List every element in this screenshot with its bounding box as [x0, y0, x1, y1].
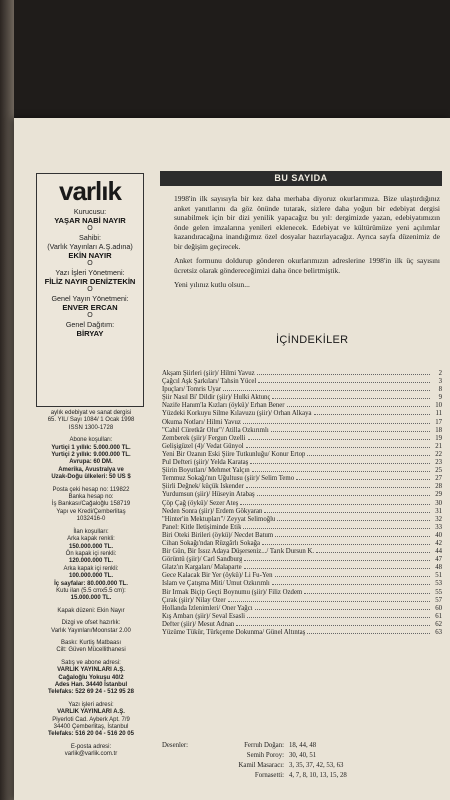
dot-leader — [228, 601, 430, 602]
toc-entry-title: Çırak (şiir)/ Nilay Özer — [162, 596, 226, 604]
toc-entry-title: Yeni Bir Ozanın Eski Şiire Tutkunluğu/ Konur Ertop — [162, 450, 306, 458]
toc-entry — [162, 378, 442, 386]
toc-entry-page: 51 — [435, 572, 442, 580]
desenler-label — [162, 751, 198, 761]
publish-label: Genel Yayın Yönetmeni: — [51, 294, 129, 303]
toc-entry-page: 61 — [435, 612, 442, 620]
toc-entry — [162, 629, 442, 637]
owner-sub: (Varlık Yayınları A.Ş.adına) — [47, 242, 133, 251]
info-line: Yurtiçi 2 yıllık: 9.000.000 TL. — [51, 452, 131, 459]
dot-leader — [252, 471, 430, 472]
toc-entry-title: Temmuz Sokağı'nın Uğultusu (şiir)/ Selim Temo — [162, 475, 295, 483]
dot-leader — [316, 552, 430, 553]
toc-entry-page: 57 — [435, 596, 442, 604]
info-line: Abone koşulları: — [69, 437, 113, 444]
toc-entry — [162, 467, 442, 475]
toc-entry-title: Glatz'ın Kargaları/ Malaparte — [162, 564, 242, 572]
dot-leader — [223, 390, 430, 391]
dot-leader — [250, 463, 430, 464]
toc-entry — [162, 556, 442, 564]
toc-entry-title: Panel: Kitle İletişiminde Etik — [162, 523, 242, 531]
info-line: 65. YIL/ Sayı 1084/ 1 Ocak 1998 — [47, 417, 135, 424]
toc-entry-page: 55 — [435, 588, 442, 596]
info-line: 100.000.000 TL. — [68, 573, 114, 580]
distribution-name: BİRYAY — [76, 329, 104, 338]
info-line: İş Bankası/Cağaloğlu 158719 — [51, 501, 131, 508]
toc-entry — [162, 410, 442, 418]
toc-entry-page: 19 — [435, 434, 442, 442]
toc-entry-page: 25 — [435, 467, 442, 475]
dot-leader — [287, 406, 430, 407]
info-line: Varlık Yayınları/Moonstar 2.00 — [51, 627, 131, 634]
founder-name: YAŞAR NABİ NAYIR — [54, 216, 126, 225]
info-line: Telefaks: 516 20 04 - 516 20 05 — [48, 731, 134, 738]
info-line: varlik@varlik.com.tr — [64, 751, 118, 758]
toc-entry-page: 28 — [435, 483, 442, 491]
toc-entry-title: Şiirin Boyutları/ Mehmet Yalçın — [162, 467, 250, 475]
toc-entry-page: 48 — [435, 564, 442, 572]
illustrator-name: Ferruh Doğan: — [244, 742, 284, 749]
info-line: Dizgi ve ofset hazırlık: — [61, 620, 121, 627]
toc-entry-title: Gelişigüzel (4)/ Vedat Günyol — [162, 442, 244, 450]
illustrator-pages: 18, 44, 48 — [289, 742, 317, 749]
toc-entry — [162, 613, 442, 621]
toc-entry — [162, 621, 442, 629]
info-line: Yurtiçi 1 yıllık: 5.000.000 TL. — [51, 444, 131, 451]
toc-entry — [162, 394, 442, 402]
toc-entry — [162, 370, 442, 378]
toc-entry — [162, 516, 442, 524]
info-line: Posta çeki hesap no: 119822 — [52, 486, 130, 493]
toc-entry — [162, 475, 442, 483]
toc-entry-page: 31 — [435, 507, 442, 515]
toc-entry — [162, 540, 442, 548]
illustrator-row — [162, 761, 442, 771]
toc-entry-title: Neden Sonra (şiir)/ Erdem Gökyaran — [162, 507, 263, 515]
info-line: 34400 Çemberlitaş, İstanbul — [53, 724, 129, 731]
illustrator-row — [162, 751, 442, 761]
dot-leader — [264, 512, 430, 513]
dot-leader — [275, 576, 431, 577]
toc-entry — [162, 443, 442, 451]
owner-label: Sahibi: — [79, 233, 101, 242]
toc-entry-page: 22 — [435, 450, 442, 458]
info-line: 120.000.000 TL. — [68, 558, 114, 565]
toc-entry — [162, 402, 442, 410]
illustrator-row — [162, 771, 442, 781]
owner-name: EKİN NAYIR — [68, 251, 112, 260]
dot-leader — [244, 560, 430, 561]
toc-entry-title: Bir Irmak Biçip Geçti Boynumu (şiir)/ Filiz Özdem — [162, 588, 303, 596]
toc-entry-page: 30 — [435, 499, 442, 507]
toc-entry-page: 27 — [435, 475, 442, 483]
info-line: Avrupa: 60 DM. — [69, 459, 113, 466]
illustrator-name: Semih Poroy: — [246, 752, 284, 759]
toc-entry-page: 10 — [435, 402, 442, 410]
toc-entry-page: 53 — [435, 580, 442, 588]
contents-title: İÇİNDEKİLER — [276, 334, 349, 346]
bu-sayida-banner: BU SAYIDA — [160, 171, 442, 186]
dot-leader — [307, 633, 430, 634]
info-line: Arka kapak renkli: — [67, 536, 115, 543]
toc-entry — [162, 459, 442, 467]
toc-entry-title: Yüzüme Tükür, Türkçeme Dokunma/ Günel Altıntaş — [162, 629, 306, 636]
toc-entry-title: Pul Defteri (şiir)/ Yelda Karataş — [162, 459, 249, 467]
info-line: Cağaloğlu Yokuşu 40/2 — [58, 674, 124, 681]
info-line: Ön kapak içi renkli: — [65, 550, 117, 557]
illustrator-pages: 3, 35, 37, 42, 53, 63 — [289, 762, 344, 769]
toc-entry-title: Biri Öteki Birileri (öykü)/ Necdet Batum — [162, 531, 274, 539]
editor-name: FİLİZ NAYIR DENİZTEKİN — [44, 277, 136, 286]
dot-leader — [236, 625, 430, 626]
editorial-intro — [174, 194, 440, 295]
toc-entry — [162, 548, 442, 556]
toc-entry-page: 33 — [435, 523, 442, 531]
toc-entry-title: Çağcıl Aşk Şarkıları/ Tahsin Yücel — [162, 378, 257, 386]
dot-leader — [257, 495, 430, 496]
toc-entry-title: İslam ve Çatışma Miti/ Umut Özkırımlı — [162, 580, 270, 588]
info-line: VARLIK YAYINLARI A.Ş. — [57, 667, 125, 674]
illustrations-credits — [162, 741, 442, 781]
dot-leader — [272, 398, 430, 399]
toc-entry — [162, 491, 442, 499]
toc-entry-page: 8 — [438, 386, 442, 394]
dot-leader — [275, 536, 430, 537]
toc-entry — [162, 427, 442, 435]
dot-leader — [271, 431, 430, 432]
dot-leader — [244, 568, 430, 569]
toc-entry — [162, 605, 442, 613]
dot-leader — [246, 447, 430, 448]
toc-entry-title: Şiir Nasıl Bi' Dildir (şiir)/ Hulki Aktunç — [162, 394, 271, 402]
info-line: Baskı: Kurtiş Matbaası — [60, 639, 122, 646]
toc-entry-page: 63 — [435, 629, 442, 636]
distribution-label: Genel Dağıtım: — [65, 320, 115, 329]
toc-entry-page: 23 — [435, 459, 442, 467]
table-of-contents — [162, 370, 442, 637]
separator: O — [87, 260, 93, 267]
toc-entry-page: 17 — [435, 418, 442, 426]
masthead-box — [36, 173, 144, 407]
info-line: Amerika, Avustralya ve — [58, 466, 124, 473]
toc-entry-page: 62 — [435, 620, 442, 628]
dot-leader — [304, 593, 430, 594]
illustrator-pages: 30, 40, 51 — [289, 752, 317, 759]
toc-entry-title: Nazife Hanım'la Kızları (öykü)/ Erhan Bener — [162, 402, 285, 410]
toc-entry-title: Cihan Sokağı'ndan Rüzgârlı Sokağa — [162, 539, 261, 547]
info-line: Telefaks: 522 69 24 - 512 95 28 — [48, 689, 134, 696]
toc-entry-title: Yüzdeki Korkuyu Silme Kılavuzu (şiir)/ Orhan Alkaya — [162, 410, 312, 418]
toc-entry-title: Bir Gün, Bir Issız Adaya Düşerseniz.../ Tarık Dursun K. — [162, 548, 315, 556]
toc-entry-title: Hollanda İzlenimleri/ Öner Yağcı — [162, 604, 253, 612]
toc-entry-page: 9 — [438, 394, 442, 402]
toc-entry-page: 32 — [435, 515, 442, 523]
dot-leader — [277, 520, 430, 521]
dot-leader — [258, 382, 430, 383]
toc-entry — [162, 483, 442, 491]
toc-entry-title: İpuçları/ Tomris Uyar — [162, 386, 222, 394]
toc-entry-page: 40 — [435, 531, 442, 539]
desenler-label: Desenler: — [162, 742, 189, 749]
info-line: VARLIK YAYINLARI A.Ş. — [57, 709, 125, 716]
dot-leader — [247, 617, 430, 618]
info-line: ISSN 1300-1728 — [68, 424, 114, 431]
toc-entry-title: Görüntü (şiir)/ Carl Sandburg — [162, 556, 243, 564]
info-line: E-posta adresi: — [70, 743, 112, 750]
toc-entry-title: Zemberek (şiir)/ Fergun Özelli — [162, 434, 246, 442]
toc-entry-page: 60 — [435, 604, 442, 612]
publish-name: ENVER ERCAN — [62, 303, 118, 312]
dot-leader — [262, 544, 430, 545]
info-line: 150.000.000 TL. — [68, 543, 114, 550]
toc-entry — [162, 524, 442, 532]
illustrator-pages: 4, 7, 8, 10, 13, 15, 28 — [289, 772, 347, 779]
dot-leader — [248, 439, 431, 440]
toc-entry-page: 2 — [438, 370, 442, 377]
founder-label: Kurucusu: — [73, 207, 107, 216]
dot-leader — [246, 487, 430, 488]
toc-entry-page: 47 — [435, 556, 442, 564]
dot-leader — [296, 479, 430, 480]
editor-label: Yazı İşleri Yönetmeni: — [55, 268, 125, 277]
magazine-page — [14, 118, 450, 800]
info-line: aylık edebiyat ve sanat dergisi — [50, 410, 132, 416]
separator: O — [87, 312, 93, 319]
toc-entry — [162, 435, 442, 443]
info-line: Ades Han. 34440 İstanbul — [54, 682, 128, 688]
toc-entry-page: 44 — [435, 548, 442, 556]
illustrator-name: Fornasetti: — [254, 772, 284, 779]
info-line: Cilt: Güven Mücellithanesi — [56, 647, 126, 654]
info-line: Uzak-Doğu ülkeleri: 50 US $ — [51, 474, 131, 481]
dot-leader — [243, 423, 430, 424]
toc-entry — [162, 564, 442, 572]
intro-paragraph: 1998'in ilk sayısıyla bir kez daha merhaba diyoruz okurlarımıza. Bize ulaştırdığınız anket yanıtlarını da göz önünde tutarak, sizlere daha yoğun bir edebiyat dergisi sunabilmek için bir dizi yenilik yapacağız bu yıl: dergimizde yazan, edebiyatımızın önde gelen imzalarına yenileri eklenecek. Edebiyat ve kültürümüze yeni açılımlar kazandıracağına inandığımız özel dosyalar hazırlayacağız. Ayrıca sayfa düzenimiz de bir değişim geçirecek. — [174, 194, 440, 251]
separator: O — [87, 225, 93, 232]
desenler-label — [162, 771, 198, 781]
toc-entry-page: 18 — [435, 426, 442, 434]
dot-leader — [257, 374, 430, 375]
magazine-spine — [0, 0, 14, 800]
toc-entry-page: 21 — [435, 442, 442, 450]
toc-entry — [162, 419, 442, 427]
publication-info — [36, 410, 146, 759]
toc-entry — [162, 597, 442, 605]
separator: O — [87, 286, 93, 293]
info-line: Piyerloti Cad. Ayberk Apt. 7/9 — [52, 716, 130, 723]
toc-entry-title: Yurdumsun (şiir)/ Hüseyin Atabaş — [162, 491, 255, 499]
toc-entry-page: 3 — [438, 378, 442, 386]
info-line: Banka hesap no: — [68, 494, 114, 501]
toc-entry-page: 42 — [435, 539, 442, 547]
intro-paragraph: Yeni yılınız kutlu olsun... — [174, 280, 250, 289]
info-line: İç sayfalar: 80.000.000 TL. — [54, 580, 128, 587]
toc-entry-page: 29 — [435, 491, 442, 499]
info-line: Yapı ve Kredi/Çemberlitaş — [56, 508, 126, 515]
info-line: 15.000.000 TL. — [70, 595, 112, 602]
dot-leader — [272, 584, 430, 585]
info-line: Kapak düzeni: Ekin Nayır — [57, 607, 125, 614]
toc-entry — [162, 580, 442, 588]
illustrator-row — [162, 741, 442, 751]
toc-entry — [162, 572, 442, 580]
toc-entry-title: Kış Ambarı (şiir)/ Seval Esasli — [162, 612, 246, 620]
info-line: Yazı işleri adresi: — [68, 701, 114, 708]
varlik-logo: varlık — [59, 176, 121, 206]
toc-entry — [162, 508, 442, 516]
dot-leader — [240, 504, 430, 505]
toc-entry — [162, 451, 442, 459]
toc-entry-title: "Cahil Cüretkâr Olur"/ Atilla Özkırımlı — [162, 426, 269, 434]
toc-entry-title: Gece Kalacak Bir Yer (öykü)/ Li Fu-Yen — [162, 572, 273, 580]
toc-entry — [162, 589, 442, 597]
dot-leader — [255, 609, 430, 610]
info-line: Kutu ilan (5.5 cmx5.5 cm): — [56, 587, 126, 594]
dot-leader — [314, 414, 431, 415]
toc-entry-title: Şiirli Değnek/ küçük İskender — [162, 483, 244, 491]
info-line: Satış ve abone adresi: — [61, 659, 121, 666]
dot-leader — [243, 528, 430, 529]
intro-paragraph: Anket formunu doldurup gönderen okurlarımızın adreslerine 1998'in ilk üç sayısını ücretsiz olarak göndereceğimizi daha önce belirtmiştik. — [174, 256, 440, 275]
info-line: Arka kapak içi renkli: — [63, 565, 119, 572]
toc-entry-title: Defter (şiir)/ Mesut Adnan — [162, 620, 235, 628]
toc-entry-page: 11 — [435, 410, 442, 418]
toc-entry-title: Okuma Notları/ Hilmi Yavuz — [162, 418, 241, 426]
info-line: İlan koşulları: — [73, 528, 109, 535]
toc-entry-title: Çöp Çağ (öykü)/ Sezer Ateş — [162, 499, 239, 507]
illustrator-name: Kamil Masaracı: — [238, 762, 284, 769]
toc-entry — [162, 500, 442, 508]
desenler-label — [162, 761, 198, 771]
toc-entry — [162, 386, 442, 394]
dot-leader — [307, 455, 430, 456]
info-line: 1032416-0 — [76, 516, 106, 523]
toc-entry-title: Akşam Şiirleri (şiir)/ Hilmi Yavuz — [162, 370, 255, 377]
toc-entry-title: "Hinter'in Mektupları"/ Zeyyat Selimoğlu — [162, 515, 276, 523]
toc-entry — [162, 532, 442, 540]
